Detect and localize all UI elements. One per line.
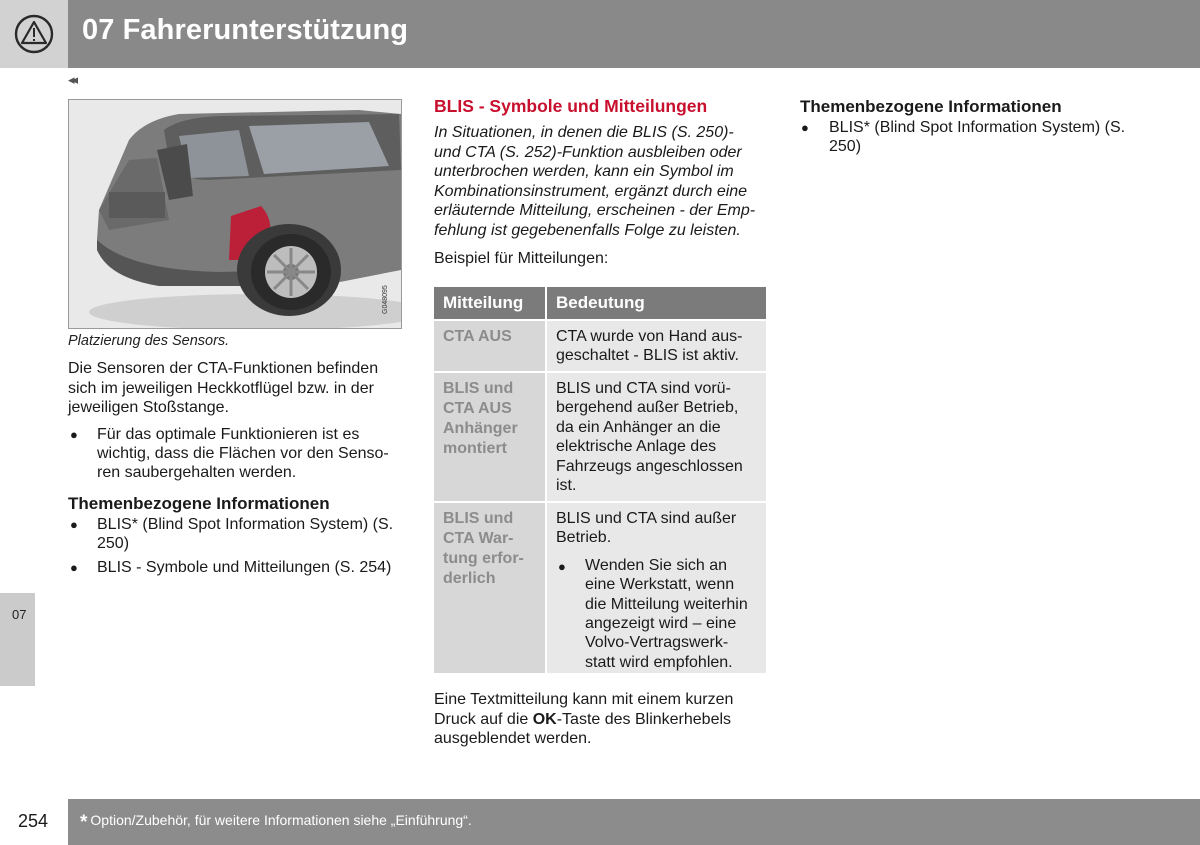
text-line: sich im jeweiligen Heckkotflügel bzw. in der xyxy=(68,379,374,397)
text-line: elektrische Anlage des xyxy=(556,438,717,456)
text-line: BLIS und xyxy=(443,510,514,527)
bullet-icon: ● xyxy=(70,427,78,442)
dismiss-message-paragraph xyxy=(434,690,764,749)
section-title: BLIS - Symbole und Mitteilungen xyxy=(434,96,708,116)
related-link-blis-right[interactable] xyxy=(829,118,1125,156)
text-line: CTA AUS xyxy=(443,400,512,417)
table-row xyxy=(434,321,766,371)
text-line: wichtig, dass die Flächen vor den Senso- xyxy=(97,445,389,462)
text-line: In Situationen, in denen die BLIS (S. 250)- xyxy=(434,124,734,141)
figure-caption: Platzierung des Sensors. xyxy=(68,333,230,349)
warning-triangle-icon xyxy=(14,14,54,54)
text-line: geschaltet - BLIS ist aktiv. xyxy=(556,347,739,365)
bullet-icon: ● xyxy=(70,517,78,532)
text-line: ist. xyxy=(556,477,577,495)
table-cell-message xyxy=(434,373,545,501)
text-line: fehlung ist gegebenenfalls Folge zu leisten. xyxy=(434,221,741,239)
table-row xyxy=(434,373,766,501)
text-line: Für das optimale Funktionieren ist es xyxy=(97,426,360,443)
text-line: Kombinationsinstrument, ergänzt durch eine xyxy=(434,182,748,200)
text-line: ren saubergehalten werden. xyxy=(97,464,297,481)
table-cell-meaning xyxy=(547,321,766,371)
related-info-heading-right: Themenbezogene Informationen xyxy=(800,97,1062,116)
text-line: Wenden Sie sich an xyxy=(585,556,728,574)
text-run: Druck auf die xyxy=(434,710,533,728)
text-line: Betrieb. xyxy=(556,529,612,547)
related-link-blis[interactable] xyxy=(97,515,393,553)
text-line: ausgeblendet werden. xyxy=(434,730,592,748)
text-line: tung erfor- xyxy=(443,550,524,567)
text-line: derlich xyxy=(443,570,496,587)
table-cell-meaning xyxy=(547,373,766,501)
related-link-blis-symbols[interactable] xyxy=(97,558,391,577)
sensor-paragraph xyxy=(68,359,378,418)
bullet-icon: ● xyxy=(70,560,78,575)
text-line: BLIS und CTA sind vorü- xyxy=(556,380,731,397)
figure-code: G048095 xyxy=(382,285,389,314)
text-line: Die Sensoren der CTA-Funktionen befinden xyxy=(68,360,379,377)
text-line: Volvo-Vertragswerk- xyxy=(585,634,729,652)
table-cell-message xyxy=(434,321,545,371)
text-line: CTA AUS xyxy=(443,328,512,345)
text-line: Anhänger xyxy=(443,420,518,437)
bullet-icon: ● xyxy=(801,120,809,135)
back-arrows-icon[interactable]: ◂◂ xyxy=(68,72,76,87)
table-row xyxy=(434,503,766,673)
bullet-item xyxy=(97,425,389,482)
text-line: Eine Textmitteilung kann mit einem kurzen xyxy=(434,691,734,708)
text-line: CTA War- xyxy=(443,530,514,547)
text-line: Fahrzeugs angeschlossen xyxy=(556,457,743,475)
header-icon-box xyxy=(0,0,68,68)
text-line: 250) xyxy=(829,138,862,155)
table-header-message: Mitteilung xyxy=(434,287,545,319)
text-line xyxy=(434,710,764,730)
text-line: 250) xyxy=(97,535,130,552)
text-line: montiert xyxy=(443,440,507,457)
text-line: und CTA (S. 252)-Funktion ausbleiben oder xyxy=(434,143,742,161)
text-line: statt wird empfohlen. xyxy=(585,653,733,671)
text-line: bergehend außer Betrieb, xyxy=(556,399,739,417)
side-tab-label: 07 xyxy=(12,607,27,622)
text-line: die Mitteilung weiterhin xyxy=(585,595,748,613)
example-label: Beispiel für Mitteilungen: xyxy=(434,250,609,267)
text-line: BLIS und CTA sind außer xyxy=(556,510,737,527)
text-line: jeweiligen Stoßstange. xyxy=(68,399,229,416)
text-line: angezeigt wird – eine xyxy=(585,615,737,633)
ok-key-label: OK xyxy=(532,710,557,728)
footnote-star: * xyxy=(80,812,88,833)
footnote xyxy=(80,812,472,834)
text-line: CTA wurde von Hand aus- xyxy=(556,328,743,345)
car-rear-sensor-illustration xyxy=(68,99,402,329)
footnote-text: Option/Zubehör, für weitere Informationen siehe „Einführung“. xyxy=(90,812,472,828)
chapter-title: 07 Fahrerunterstützung xyxy=(82,14,409,46)
text-line: unterbrochen werden, kann ein Symbol im xyxy=(434,163,734,181)
table-cell-message xyxy=(434,503,545,673)
table-cell-meaning xyxy=(547,503,766,673)
table-bullet-item xyxy=(556,556,757,672)
intro-paragraph xyxy=(434,123,769,241)
text-line: BLIS - Symbole und Mitteilungen (S. 254) xyxy=(97,559,392,576)
text-line: erläuternde Mitteilung, erscheinen - der Emp- xyxy=(434,202,756,220)
table-header-meaning: Bedeutung xyxy=(547,287,766,319)
related-info-heading: Themenbezogene Informationen xyxy=(68,494,330,513)
text-line: BLIS* (Blind Spot Information System) (S. xyxy=(97,516,394,533)
text-line: BLIS* (Blind Spot Information System) (S. xyxy=(829,119,1126,136)
text-line: da ein Anhänger an die xyxy=(556,418,721,436)
page-number: 254 xyxy=(18,811,49,831)
text-line: BLIS und xyxy=(443,380,514,397)
text-run: -Taste des Blinkerhebels xyxy=(556,710,732,728)
bullet-icon: ● xyxy=(558,558,566,574)
text-line: eine Werkstatt, wenn xyxy=(585,576,735,594)
